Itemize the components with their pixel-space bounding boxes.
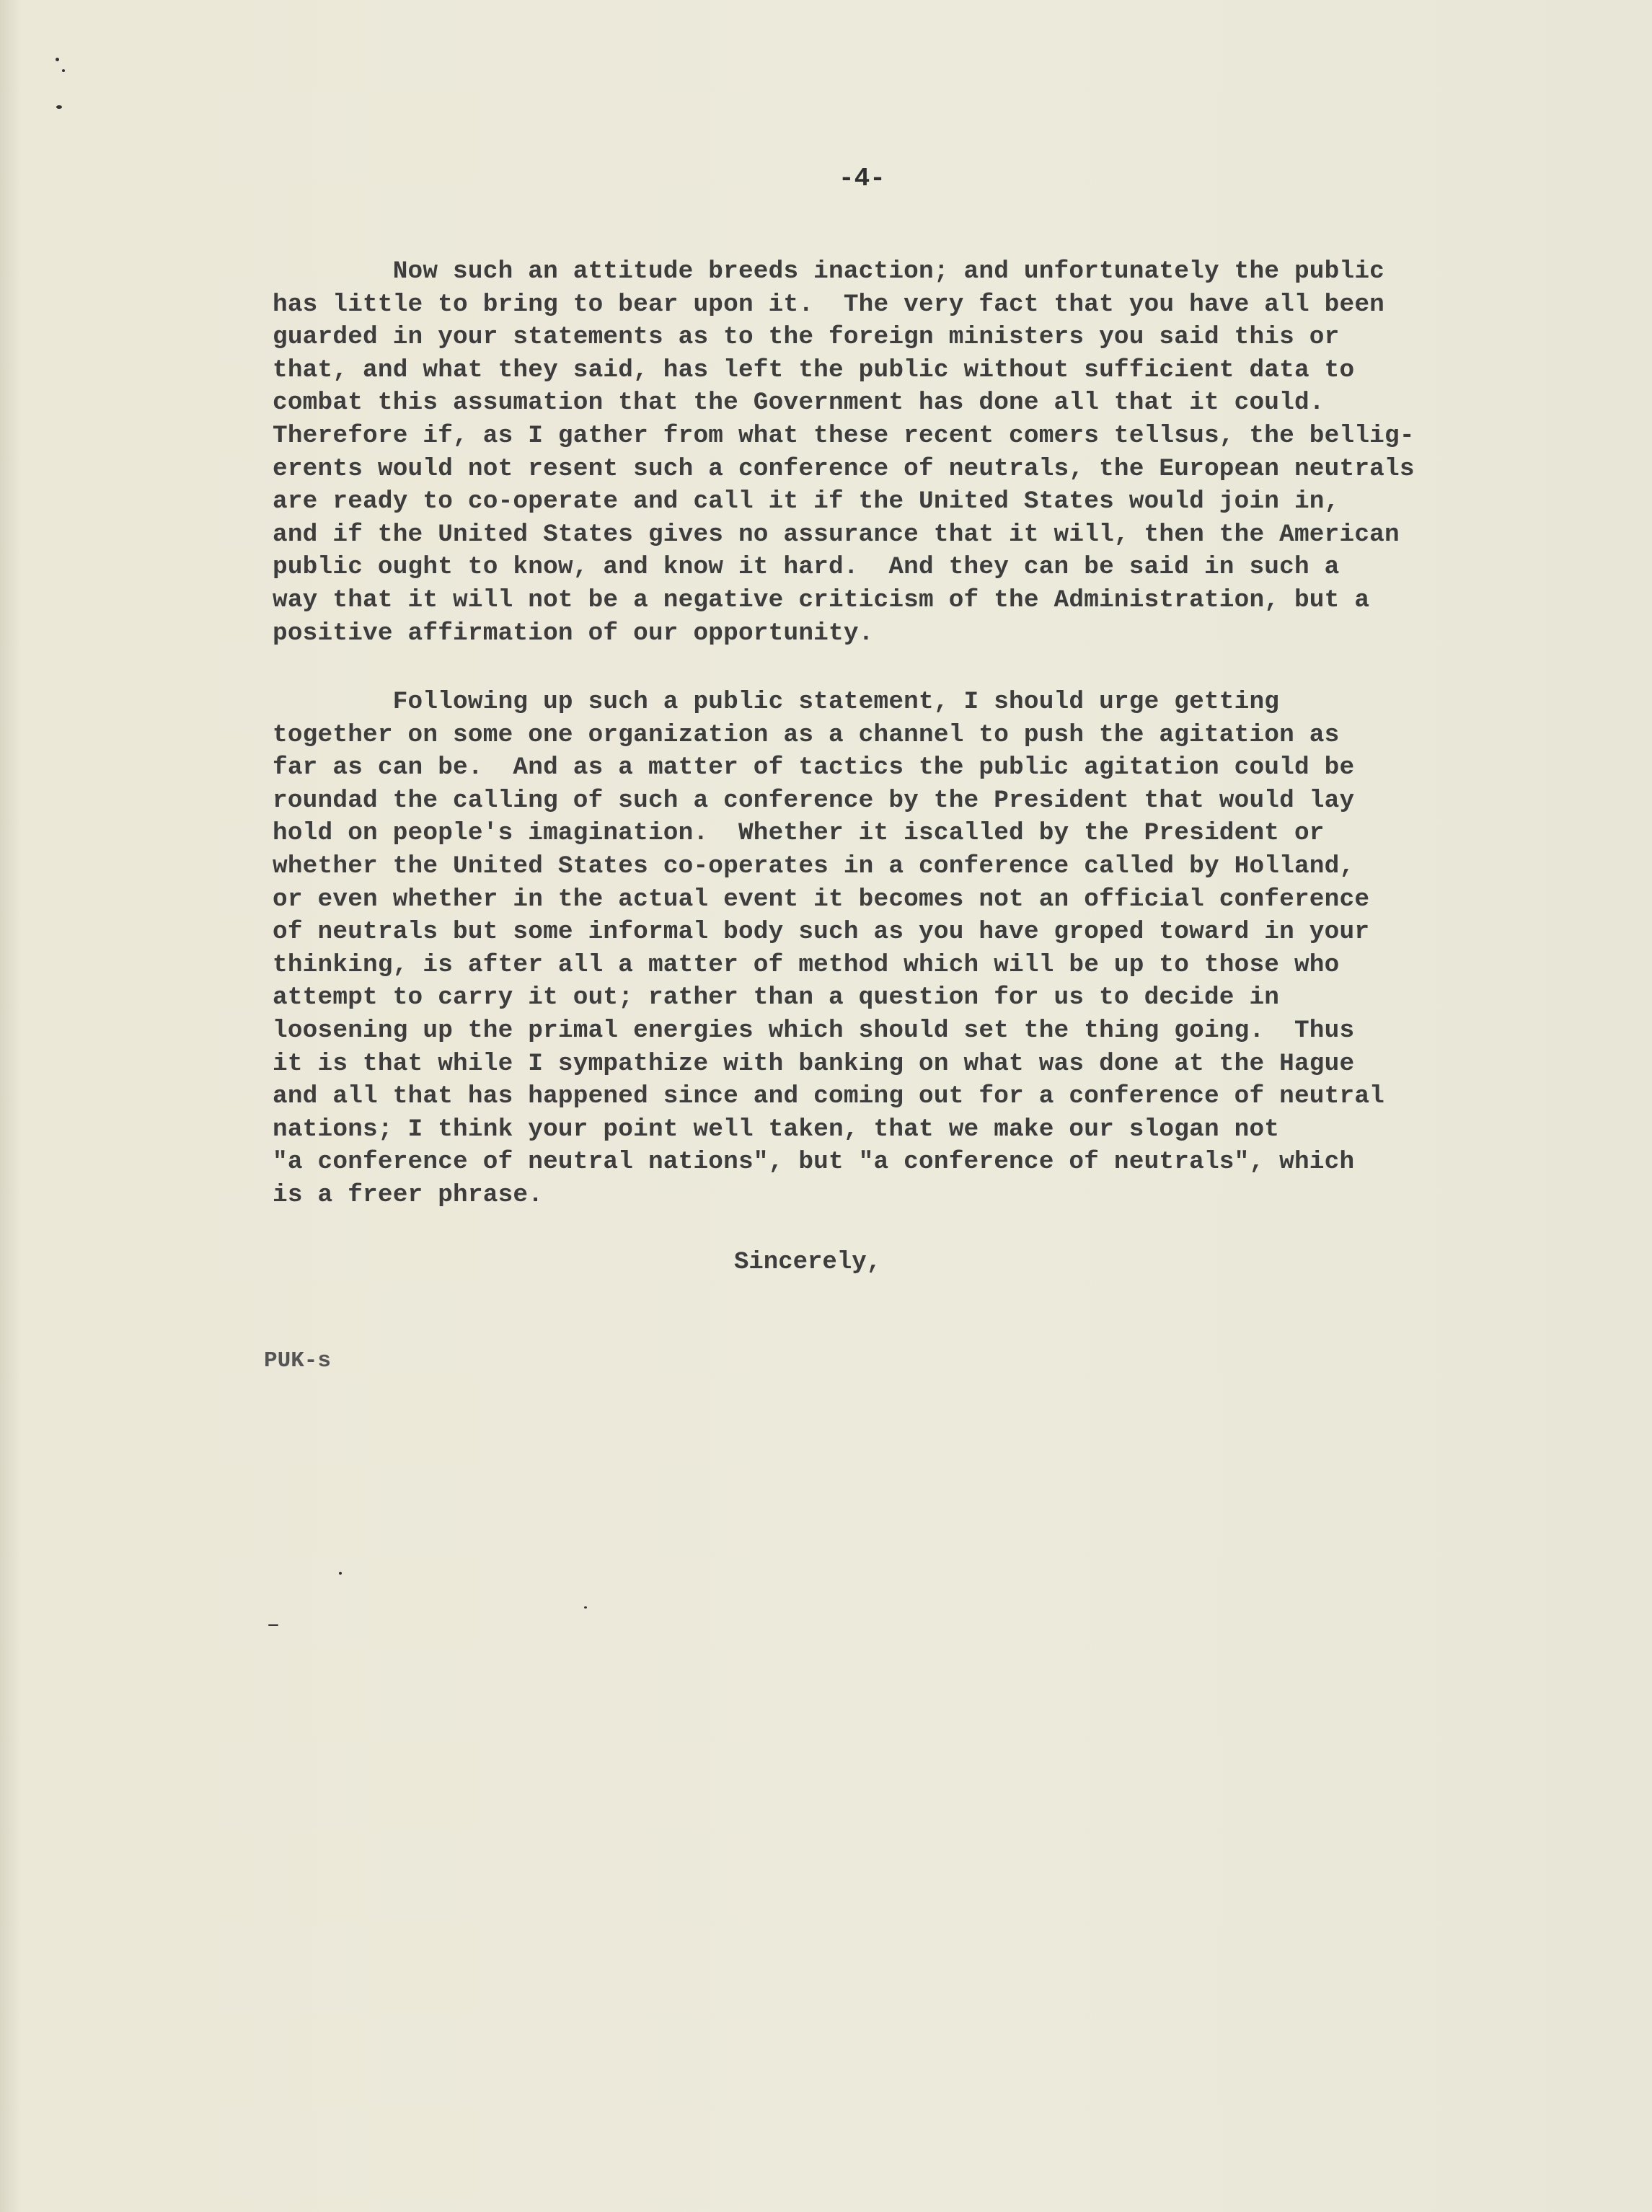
text-line: has little to bring to bear upon it. The very fact that you have all been	[273, 290, 1384, 319]
text-line: it is that while I sympathize with banking on what was done at the Hague	[273, 1049, 1355, 1078]
ink-speck	[339, 1572, 342, 1575]
text-line: far as can be. And as a matter of tactics the public agitation could be	[273, 753, 1355, 782]
text-line: and if the United States gives no assurance that it will, then the American	[273, 520, 1400, 549]
text-line: erents would not resent such a conference of neutrals, the European neutrals	[273, 454, 1415, 483]
ink-speck	[62, 69, 65, 72]
text-line: and all that has happened since and coming out for a conference of neutral	[273, 1082, 1384, 1111]
text-line: nations; I think your point well taken, that we make our slogan not	[273, 1115, 1280, 1143]
text-line: hold on people's imagination. Whether it iscalled by the President or	[273, 819, 1325, 848]
ink-speck	[56, 105, 62, 109]
text-line: public ought to know, and know it hard. And they can be said in such a	[273, 553, 1340, 582]
text-line: "a conference of neutral nations", but "a conference of neutrals", which	[273, 1148, 1355, 1177]
text-line: positive affirmation of our opportunity.	[273, 619, 874, 647]
closing: Sincerely,	[734, 1249, 882, 1276]
text-line: way that it will not be a negative criticism of the Administration, but a	[273, 586, 1370, 614]
ink-speck	[268, 1624, 278, 1626]
text-line: whether the United States co-operates in a conference called by Holland,	[273, 852, 1355, 880]
text-line: of neutrals but some informal body such as you have groped toward in your	[273, 918, 1370, 947]
text-line: guarded in your statements as to the foreign ministers you said this or	[273, 323, 1340, 352]
ink-speck	[584, 1606, 587, 1609]
typist-initials: PUK-s	[264, 1348, 332, 1373]
text-line: Therefore if, as I gather from what these recent comers tellsus, the bellig-	[273, 422, 1415, 450]
text-line: thinking, is after all a matter of method which will be up to those who	[273, 950, 1340, 979]
text-line: Now such an attitude breeds inaction; and unfortunately the public	[273, 257, 1384, 286]
ink-speck	[56, 58, 59, 61]
text-line: loosening up the primal energies which should set the thing going. Thus	[273, 1017, 1355, 1045]
text-line: that, and what they said, has left the public without sufficient data to	[273, 355, 1355, 384]
text-line: are ready to co-operate and call it if the United States would join in,	[273, 487, 1340, 516]
text-line: roundad the calling of such a conference by the President that would lay	[273, 786, 1355, 815]
text-line: together on some one organization as a channel to push the agitation as	[273, 720, 1340, 749]
text-line: or even whether in the actual event it becomes not an official conference	[273, 885, 1370, 913]
page-number: -4-	[839, 164, 885, 193]
text-line: attempt to carry it out; rather than a question for us to decide in	[273, 983, 1280, 1012]
text-line: combat this assumation that the Government has done all that it could.	[273, 389, 1325, 417]
text-line: is a freer phrase.	[273, 1181, 544, 1209]
text-line: Following up such a public statement, I should urge getting	[273, 688, 1280, 716]
